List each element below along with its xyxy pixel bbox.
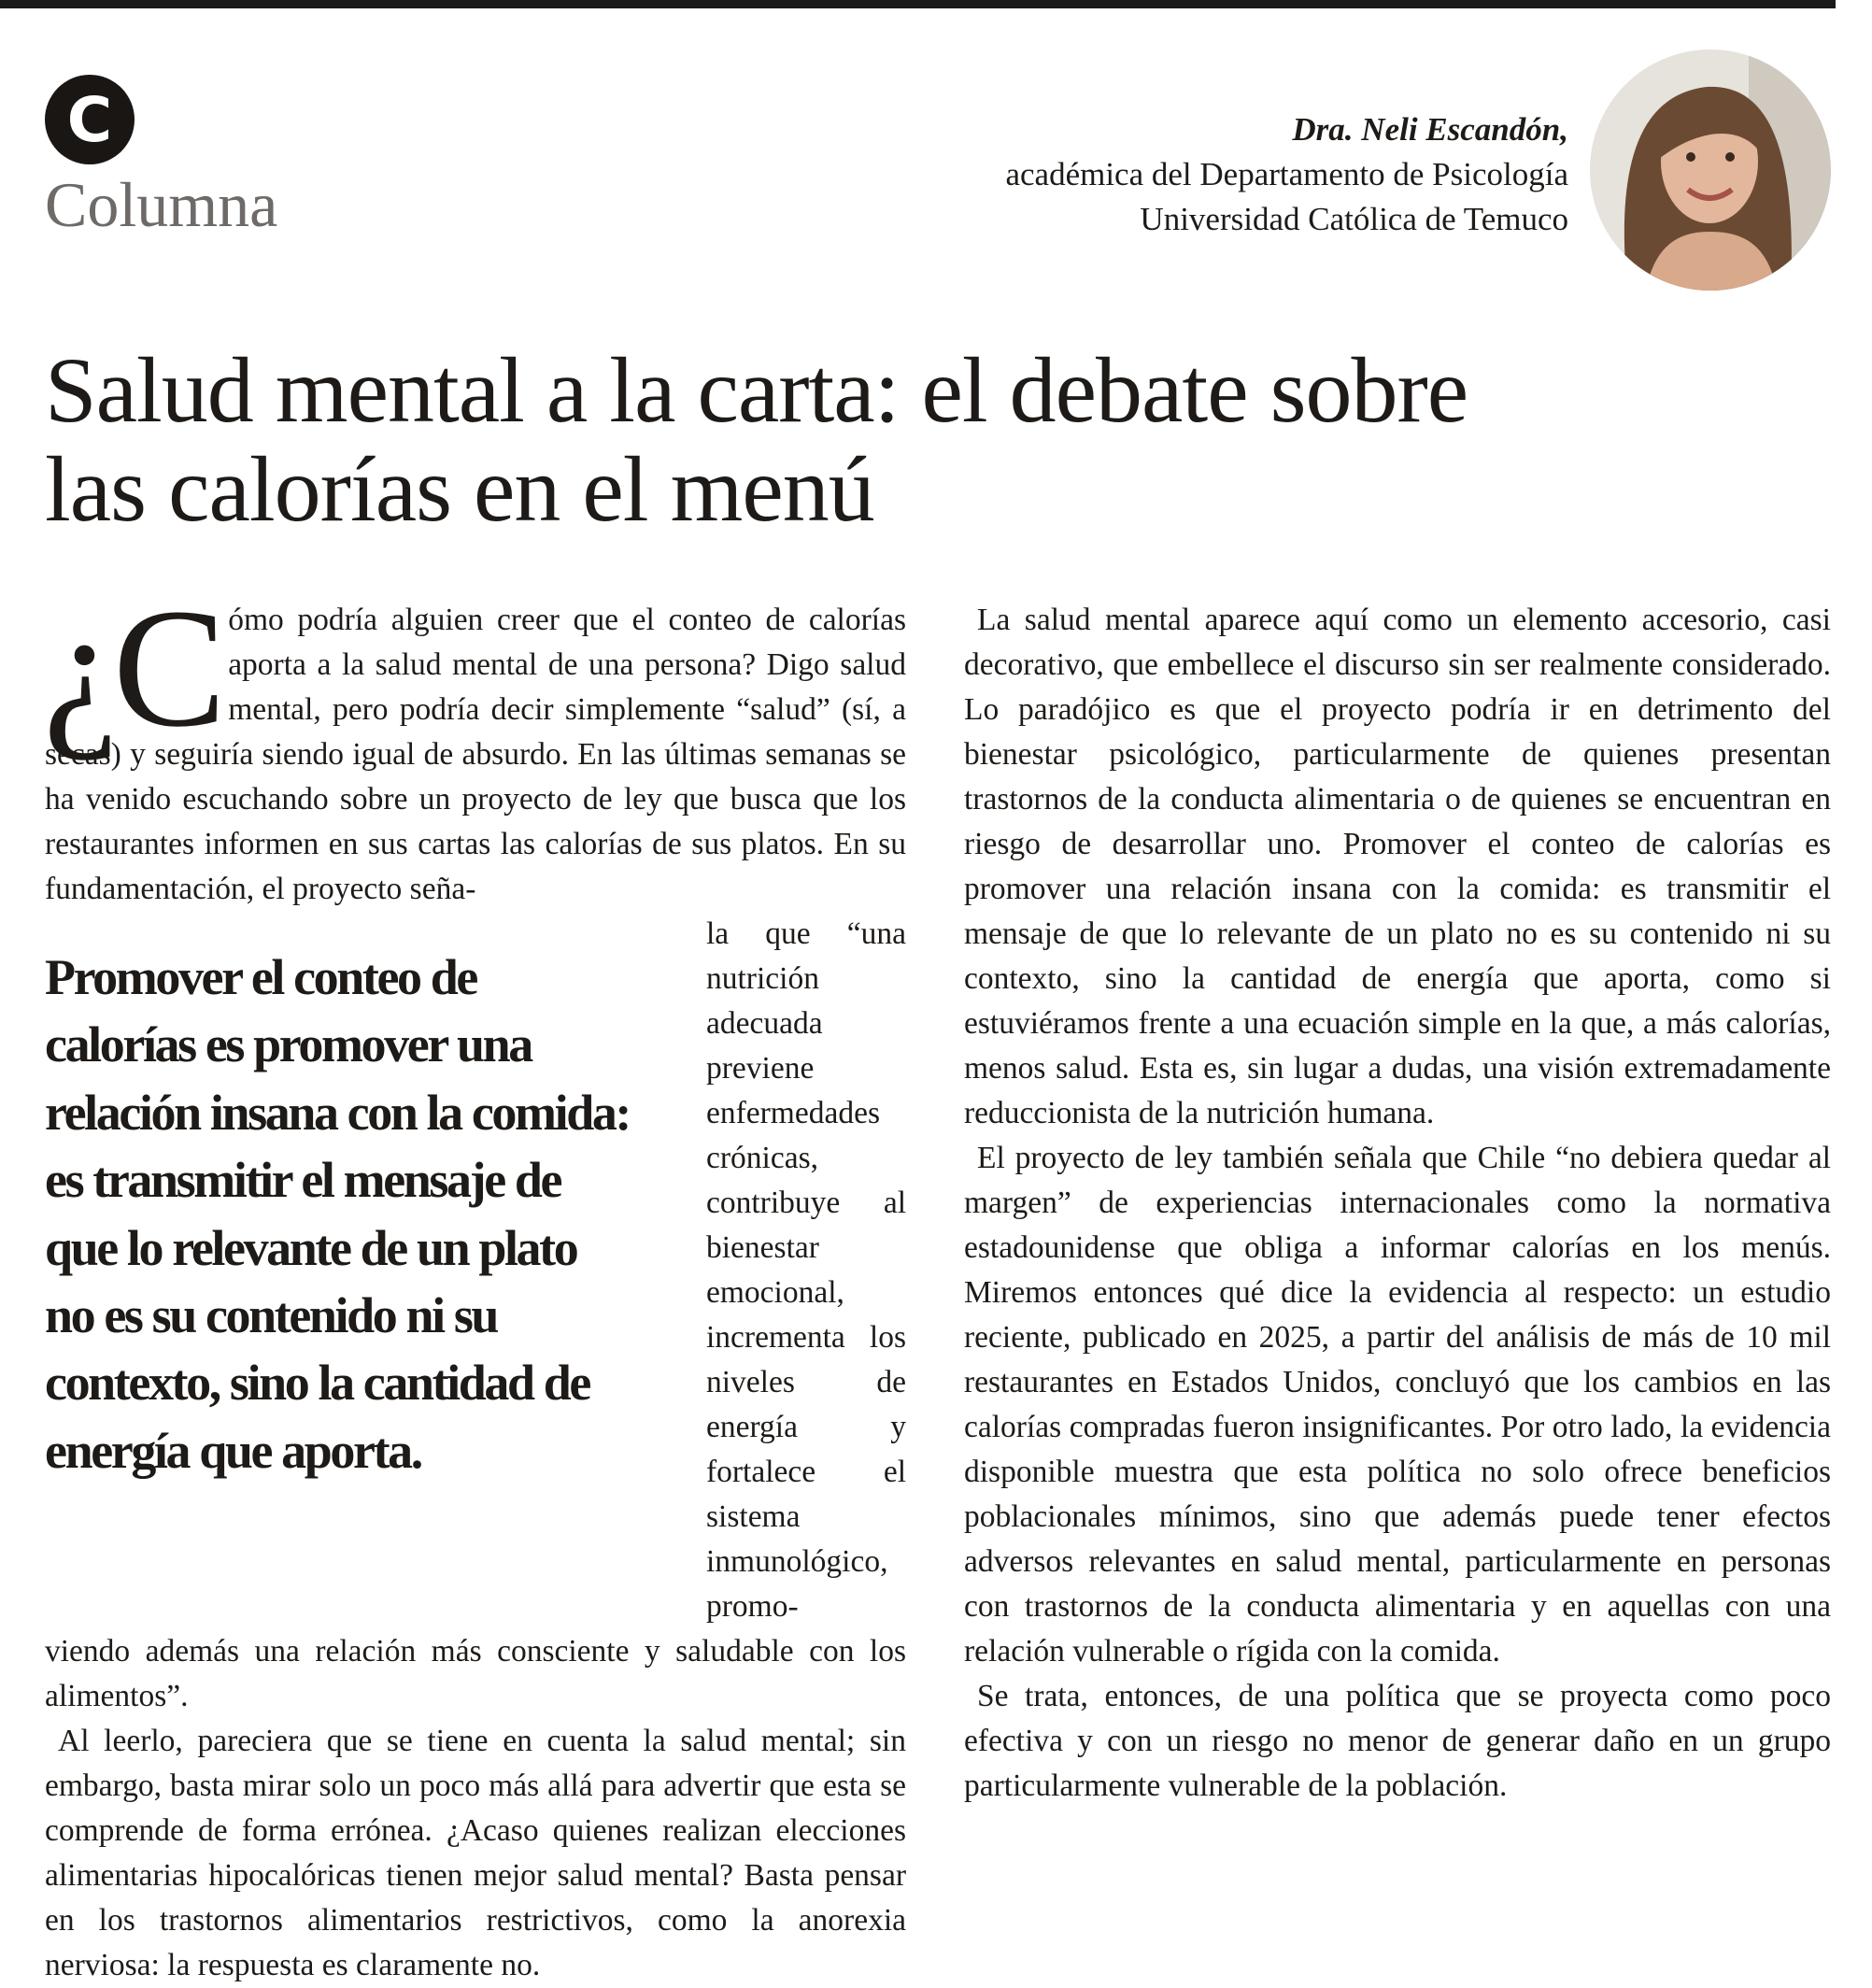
author-block — [1005, 107, 1568, 242]
headline-line-1: Salud mental a la carta: el debate sobre — [45, 338, 1468, 442]
author-role: académica del Departamento de Psicología — [1005, 156, 1568, 192]
pull-quote-line: es transmitir el mensaje de — [45, 1152, 561, 1209]
paragraph-1-intro: ómo podría alguien creer que el conteo de calorías aporta a la salud mental de una persona? Digo salud mental, pero podría decir simplemente “salud” (sí, a secas) y seguiría siendo igual de absurdo. En las últimas semanas se ha venido escuchando sobre un proyecto de ley que busca que los restaurantes informen en sus cartas las calorías de sus platos. En su fundamentación, el proyecto seña- — [45, 603, 906, 906]
pull-quote-line: Promover el conteo de — [45, 949, 476, 1005]
paragraph-4: El proyecto de ley también señala que Chile “no debiera quedar al margen” de experiencias internacionales como la normativa estadounidense que obliga a informar calorías en los menús. Miremos entonces qué dice la evidencia al respecto: un estudio reciente, publicado en 2025, a partir del análisis de más de 10 mil restaurantes en Estados Unidos, concluyó que los cambios en las calorías compradas fueron insignificantes. Por otro lado, la evidencia disponible muestra que esta política no solo ofrece beneficios poblacionales mínimos, sino que además puede tener efectos adversos relevantes en salud mental, particularmente en personas con trastornos de la conducta alimentaria y en aquellas con una relación vulnerable o rígida con la comida. — [964, 1141, 1831, 1668]
paragraph-1-wrapped: la que “una nutrición adecuada previene enfermedades crónicas, contribuye al bienestar emocional, incrementa los niveles de energía y fortalece el sistema inmunológico, promo- — [706, 916, 906, 1624]
column-badge-icon: C — [45, 75, 135, 164]
section-label: Columna — [45, 169, 278, 240]
drop-cap: ¿C — [43, 575, 221, 762]
paragraph-2: Al leerlo, pareciera que se tiene en cuenta la salud mental; sin embargo, basta mirar solo un poco más allá para advertir que esta se comprende de forma errónea. ¿Acaso quienes realizan elecciones alimentarias hipocalóricas tienen mejor salud mental? Basta pensar en los trastornos alimentarios restrictivos, como la anorexia nerviosa: la respuesta es claramente no. — [45, 1724, 906, 1982]
paragraph-3: La salud mental aparece aquí como un elemento accesorio, casi decorativo, que embellece el discurso sin ser realmente considerado. Lo paradójico es que el proyecto podría ir en detrimento del bienestar psicológico, particularmente de quienes presentan trastornos de la conducta alimentaria o de quienes se encuentran en riesgo de desarrollar uno. Promover el conteo de calorías es promover una relación insana con la comida: es transmitir el mensaje de que lo relevante de un plato no es su contenido ni su contexto, sino la cantidad de energía que aporta, como si estuviéramos frente a una ecuación simple en la que, a más calorías, menos salud. Esta es, sin lugar a dudas, una visión extremadamente reduccionista de la nutrición humana. — [964, 603, 1831, 1130]
paragraph-1 — [43, 575, 906, 912]
paragraph-5: Se trata, entonces, de una política que se proyecta como poco efectiva y con un riesgo no menor de generar daño en un grupo particularmente vulnerable de la población. — [964, 1679, 1831, 1803]
pull-quote-line: que lo relevante de un plato — [45, 1219, 577, 1276]
author-photo — [1590, 50, 1831, 291]
author-institution: Universidad Católica de Temuco — [1140, 201, 1568, 237]
paragraph-1-end: viendo además una relación más consciente y saludable con los alimentos”. — [45, 1634, 906, 1713]
pull-quote-line: no es su contenido ni su — [45, 1287, 498, 1344]
author-name: Dra. Neli Escandón, — [1292, 111, 1568, 148]
pull-quote-line: energía que aporta. — [45, 1422, 421, 1479]
pull-quote-line: relación insana con la comida: — [45, 1084, 631, 1141]
pull-quote — [45, 944, 675, 1484]
pull-quote-line: contexto, sino la cantidad de — [45, 1355, 589, 1412]
pull-quote-line: calorías es promover una — [45, 1016, 532, 1073]
headline-line-2: las calorías en el menú — [45, 437, 874, 541]
top-rule — [0, 0, 1836, 8]
article-column-right — [964, 598, 1831, 1809]
headline — [45, 338, 1726, 541]
